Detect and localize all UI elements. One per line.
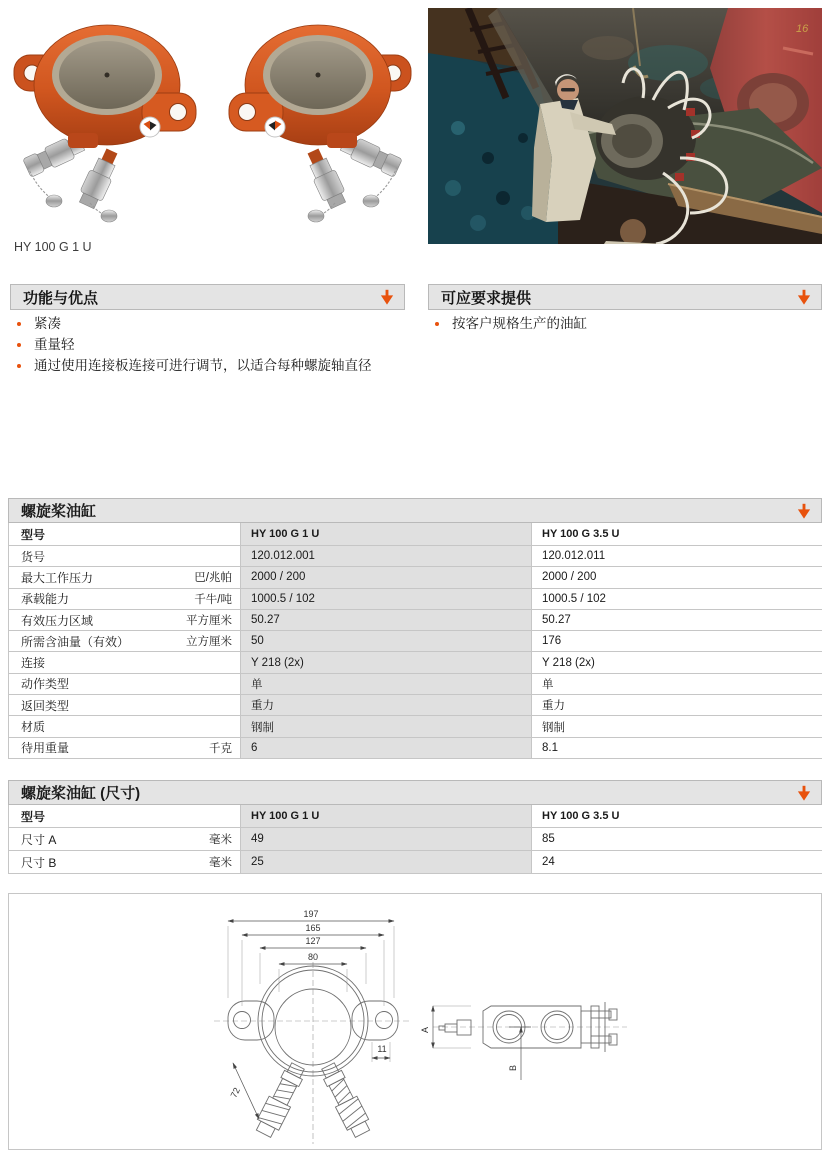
application-photo (428, 8, 822, 244)
product-photo (10, 5, 415, 237)
technical-drawing (8, 893, 822, 1150)
hydraulic-cylinder (14, 25, 196, 222)
column-header-model1: HY 100 G 1 U (241, 805, 532, 827)
section-title-features: 功能与优点 (23, 289, 99, 307)
row-value-model2: 24 (532, 851, 823, 873)
table-row (8, 738, 822, 759)
row-value-model2: Y 218 (2x) (532, 652, 823, 672)
row-label: 有效压力区域 (21, 613, 94, 628)
section-header-on-request (428, 284, 822, 310)
section-title-on-request: 可应要求提供 (441, 289, 532, 307)
dim-165: 165 (305, 923, 321, 933)
table-row (8, 674, 822, 695)
dim-72: 72 (228, 1085, 242, 1100)
row-value-model2: 8.1 (532, 738, 823, 758)
row-value-model1: 钢制 (241, 716, 532, 736)
product-photo-illustration (10, 5, 415, 237)
spec-table-title-bar (8, 498, 822, 523)
row-value-model2: 176 (532, 631, 823, 651)
bullet-icon (435, 322, 439, 326)
row-unit: 立方厘米 (186, 636, 232, 649)
row-unit: 平方厘米 (186, 615, 232, 628)
bullet-text: 通过使用连接板连接可进行调节，以适合每种螺旋轴直径 (34, 358, 372, 373)
row-value-model2: 120.012.011 (532, 546, 823, 566)
down-arrow-icon[interactable] (794, 783, 814, 803)
row-label: 待用重量 (21, 741, 70, 756)
bullet-text: 重量轻 (34, 337, 75, 352)
row-value-model1: 单 (241, 674, 532, 694)
list-item (428, 316, 822, 332)
down-arrow-icon[interactable] (377, 287, 397, 307)
row-value-model1: 重力 (241, 695, 532, 715)
bullet-icon (17, 343, 21, 347)
table-row (8, 567, 822, 588)
column-header-label: 型号 (9, 523, 241, 545)
column-header-model1: HY 100 G 1 U (241, 523, 532, 545)
bullet-text: 紧凑 (34, 316, 61, 331)
row-label: 承载能力 (21, 592, 70, 607)
dim-80: 80 (307, 952, 319, 962)
table-row (8, 589, 822, 610)
row-value-model1: 49 (241, 828, 532, 850)
dim-11: 11 (377, 1044, 387, 1054)
column-header-model2: HY 100 G 3.5 U (532, 523, 823, 545)
list-item (10, 337, 410, 353)
row-value-model1: 6 (241, 738, 532, 758)
row-label: 尺寸 B (21, 855, 57, 870)
dim-197: 197 (303, 909, 319, 919)
bullet-icon (17, 364, 21, 368)
product-caption: HY 100 G 1 U (14, 240, 92, 254)
table-row (8, 695, 822, 716)
front-dimension-labels (229, 909, 387, 1099)
row-value-model1: 2000 / 200 (241, 567, 532, 587)
row-value-model1: 50 (241, 631, 532, 651)
dimension-table (8, 780, 822, 874)
list-item (10, 316, 410, 332)
table-row (8, 828, 822, 851)
dim-B: B (508, 1064, 518, 1072)
down-arrow-icon[interactable] (794, 501, 814, 521)
row-value-model2: 50.27 (532, 610, 823, 630)
table-row (8, 631, 822, 652)
row-label: 材质 (21, 720, 46, 735)
spec-table-header (8, 523, 822, 546)
spec-table-title: 螺旋桨油缸 (21, 503, 97, 520)
table-row (8, 716, 822, 737)
on-request-list (428, 316, 822, 337)
column-header-label: 型号 (9, 805, 241, 827)
dimension-table-title-bar (8, 780, 822, 805)
row-value-model2: 2000 / 200 (532, 567, 823, 587)
row-label: 返回类型 (21, 698, 70, 713)
side-dimension-labels (420, 1027, 518, 1071)
row-unit: 千牛/吨 (194, 593, 232, 606)
worker-photo-illustration (428, 8, 822, 244)
row-label: 动作类型 (21, 677, 70, 692)
technical-drawing-svg (9, 894, 821, 1149)
brand-logo (140, 117, 160, 137)
row-label: 最大工作压力 (21, 570, 94, 585)
row-value-model2: 重力 (532, 695, 823, 715)
table-row (8, 610, 822, 631)
hose-connector-left (253, 1061, 309, 1140)
table-row (8, 851, 822, 874)
row-unit: 千克 (209, 742, 232, 755)
row-unit: 巴/兆帕 (194, 572, 232, 585)
row-label: 所需含油量（有效） (21, 634, 130, 649)
bullet-text: 按客户规格生产的油缸 (452, 316, 587, 331)
features-list (10, 316, 410, 379)
row-value-model1: 50.27 (241, 610, 532, 630)
row-value-model2: 1000.5 / 102 (532, 589, 823, 609)
row-value-model2: 85 (532, 828, 823, 850)
down-arrow-icon[interactable] (794, 287, 814, 307)
hydraulic-cylinder-mirrored (229, 25, 411, 222)
dim-A: A (420, 1026, 430, 1034)
table-row (8, 652, 822, 673)
row-unit: 毫米 (209, 834, 232, 846)
table-row (8, 546, 822, 567)
dimension-table-title: 螺旋桨油缸 (尺寸) (21, 785, 141, 802)
row-label: 尺寸 A (21, 832, 57, 847)
row-value-model1: 1000.5 / 102 (241, 589, 532, 609)
photo-number: 16 (796, 23, 809, 35)
row-label: 货号 (21, 549, 46, 564)
row-value-model1: 120.012.001 (241, 546, 532, 566)
row-label: 连接 (21, 656, 46, 671)
section-header-features (10, 284, 405, 310)
coupler-2 (76, 146, 123, 211)
row-value-model2: 单 (532, 674, 823, 694)
dim-127: 127 (305, 936, 321, 946)
row-unit: 毫米 (209, 857, 232, 869)
row-value-model1: Y 218 (2x) (241, 652, 532, 672)
row-value-model1: 25 (241, 851, 532, 873)
column-header-model2: HY 100 G 3.5 U (532, 805, 823, 827)
bullet-icon (17, 322, 21, 326)
front-dimensions (228, 921, 394, 1119)
spec-table (8, 498, 822, 759)
dimension-table-header (8, 805, 822, 828)
list-item (10, 358, 410, 374)
row-value-model2: 钢制 (532, 716, 823, 736)
hose-connector-right (317, 1061, 373, 1140)
